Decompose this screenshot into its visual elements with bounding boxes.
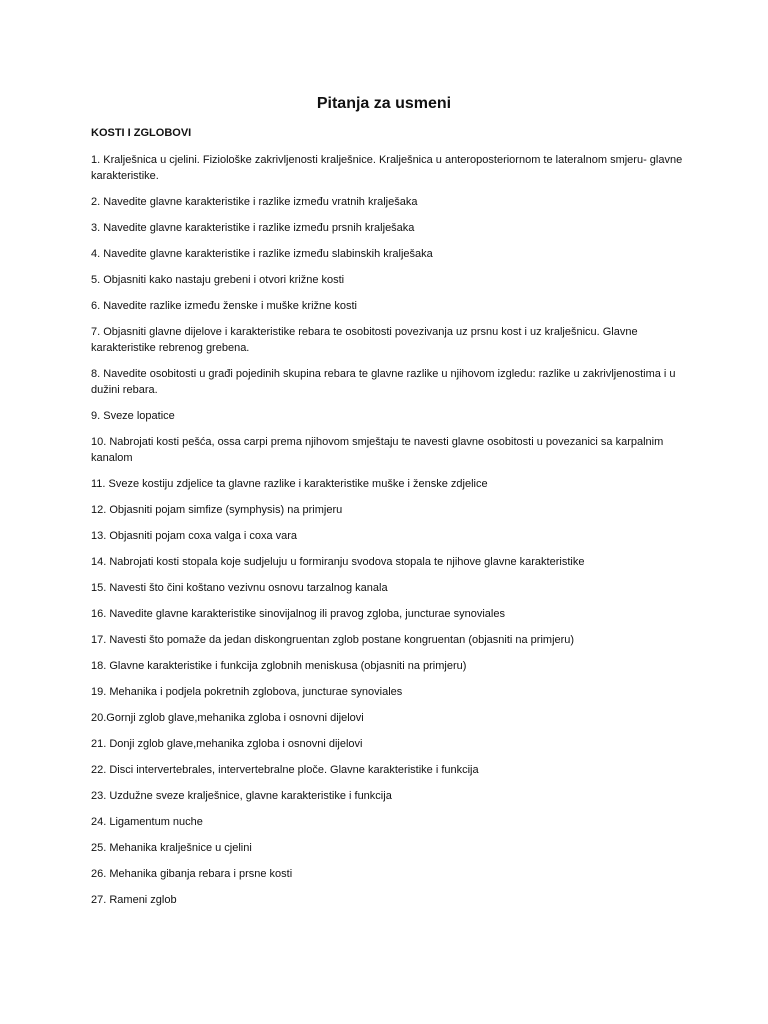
question-item: 27. Rameni zglob bbox=[91, 894, 177, 906]
question-item: 25. Mehanika kralješnice u cjelini bbox=[91, 842, 252, 854]
question-item: 21. Donji zglob glave,mehanika zgloba i osnovni dijelovi bbox=[91, 738, 363, 750]
question-item: 1. Kralješnica u cjelini. Fiziološke zakrivljenosti kralješnice. Kralješnica u anteroposteriornom te lateralnom smjeru- glavne karakteristike. bbox=[91, 154, 683, 182]
question-item: 3. Navedite glavne karakteristike i razlike između prsnih kralješaka bbox=[91, 222, 415, 234]
document-title: Pitanja za usmeni bbox=[316, 95, 452, 112]
question-item: 19. Mehanika i podjela pokretnih zglobova, juncturae synoviales bbox=[91, 686, 403, 698]
question-item: 8. Navedite osobitosti u građi pojedinih skupina rebara te glavne razlike u njihovom izgledu: razlike u zakrivljenostima i u dužini rebara. bbox=[91, 368, 676, 396]
question-item: 23. Uzdužne sveze kralješnice, glavne karakteristike i funkcija bbox=[91, 790, 392, 802]
question-item: 2. Navedite glavne karakteristike i razlike između vratnih kralješaka bbox=[91, 196, 418, 208]
question-item: 11. Sveze kostiju zdjelice ta glavne razlike i karakteristike muške i ženske zdjelice bbox=[91, 478, 488, 490]
section-heading: KOSTI I ZGLOBOVI bbox=[91, 127, 192, 139]
question-item: 5. Objasniti kako nastaju grebeni i otvori križne kosti bbox=[91, 274, 345, 286]
question-item: 16. Navedite glavne karakteristike sinovijalnog ili pravog zgloba, juncturae synoviales bbox=[91, 608, 505, 620]
question-item: 13. Objasniti pojam coxa valga i coxa vara bbox=[91, 530, 298, 542]
question-item: 12. Objasniti pojam simfize (symphysis) na primjeru bbox=[91, 504, 343, 516]
question-item: 24. Ligamentum nuche bbox=[91, 816, 203, 828]
question-list bbox=[91, 152, 683, 918]
question-item: 18. Glavne karakteristike i funkcija zglobnih meniskusa (objasniti na primjeru) bbox=[91, 660, 467, 672]
question-item: 4. Navedite glavne karakteristike i razlike između slabinskih kralješaka bbox=[91, 248, 433, 260]
question-item: 22. Disci intervertebrales, intervertebralne ploče. Glavne karakteristike i funkcija bbox=[91, 764, 479, 776]
question-item: 26. Mehanika gibanja rebara i prsne kosti bbox=[91, 868, 293, 880]
question-item: 6. Navedite razlike između ženske i muške križne kosti bbox=[91, 300, 357, 312]
question-item: 7. Objasniti glavne dijelove i karakteristike rebara te osobitosti povezivanja uz prsnu kost i uz kralješnicu. Glavne karakteristike rebrenog grebena. bbox=[91, 326, 638, 354]
question-item: 20.Gornji zglob glave,mehanika zgloba i osnovni dijelovi bbox=[91, 712, 364, 724]
question-item: 9. Sveze lopatice bbox=[91, 410, 175, 422]
question-item: 10. Nabrojati kosti pešća, ossa carpi prema njihovom smještaju te navesti glavne osobitosti u povezanici sa karpalnim kanalom bbox=[91, 436, 664, 464]
question-item: 15. Navesti što čini koštano vezivnu osnovu tarzalnog kanala bbox=[91, 582, 388, 594]
question-item: 17. Navesti što pomaže da jedan diskongruentan zglob postane kongruentan (objasniti na primjeru) bbox=[91, 634, 575, 646]
question-item: 14. Nabrojati kosti stopala koje sudjeluju u formiranju svodova stopala te njihove glavne karakteristike bbox=[91, 556, 585, 568]
